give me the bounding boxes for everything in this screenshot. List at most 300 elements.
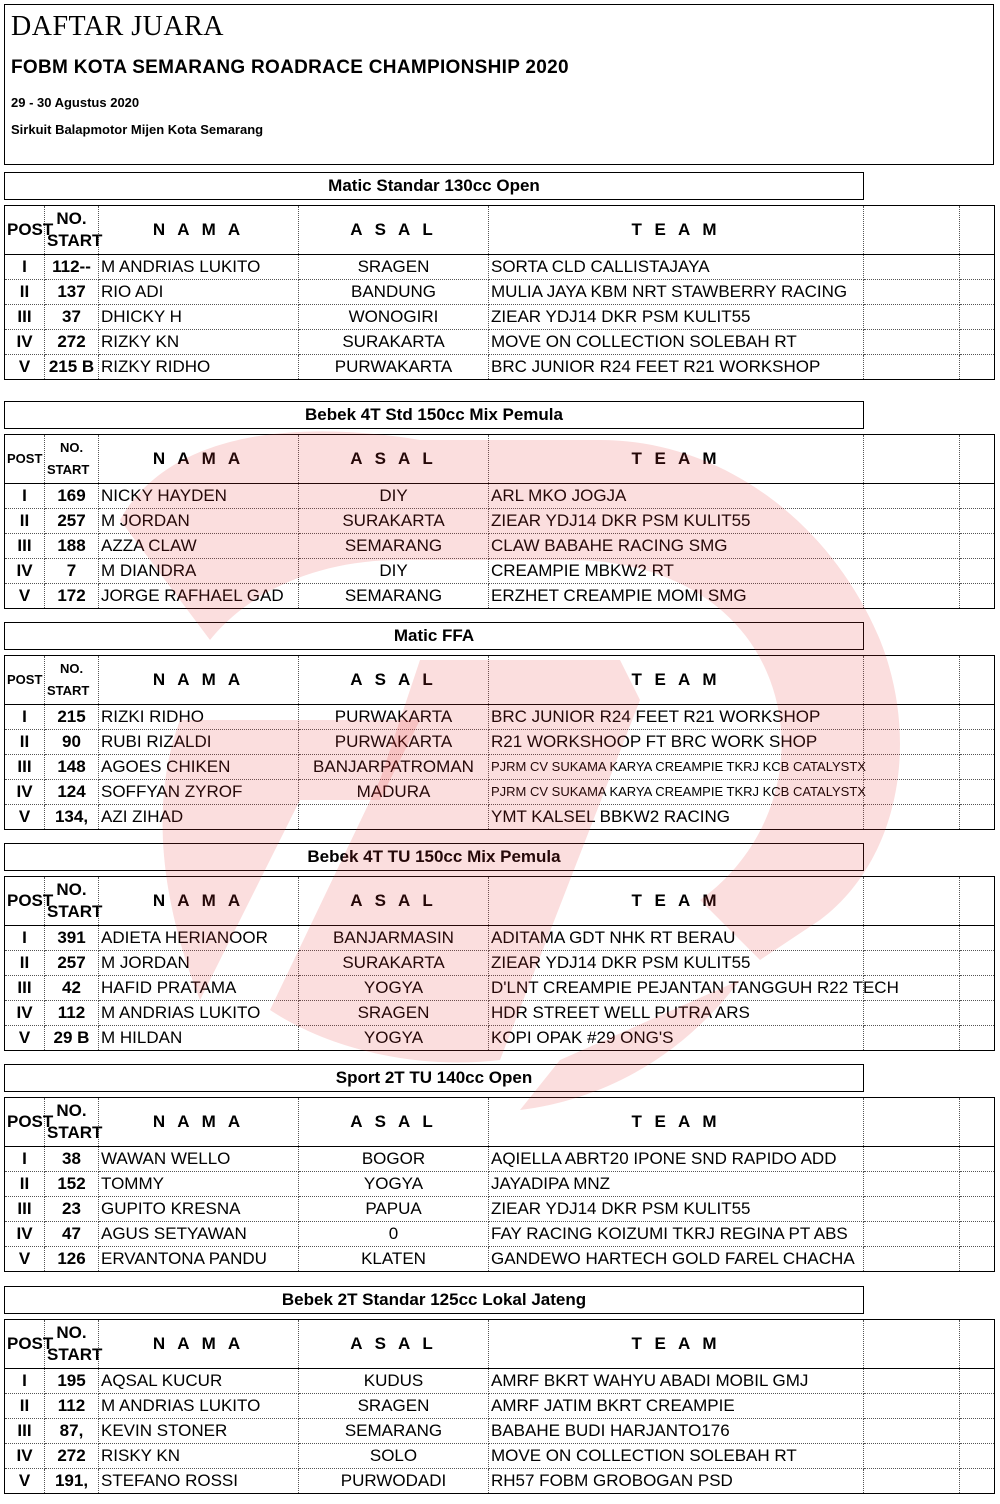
cell-position: III [5, 305, 45, 330]
cell-position: V [5, 1247, 45, 1272]
event-venue: Sirkuit Balapmotor Mijen Kota Semarang [11, 122, 264, 137]
table-row [5, 280, 995, 305]
table-row [5, 1247, 995, 1272]
cell-origin: SURAKARTA [299, 509, 489, 534]
cell-position: I [5, 705, 45, 730]
cell-blank-2 [960, 805, 995, 830]
cell-blank-1 [864, 1394, 960, 1419]
no-start-line1: NO. [59, 440, 84, 455]
cell-team: GANDEWO HARTECH GOLD FAREL CHACHA [489, 1247, 864, 1272]
column-header-blank-1 [864, 1098, 960, 1147]
column-header-blank-2 [960, 1320, 995, 1369]
cell-rider-name: RIZKY KN [99, 330, 299, 355]
cell-team: ZIEAR YDJ14 DKR PSM KULIT55 [489, 509, 864, 534]
cell-blank-1 [864, 280, 960, 305]
table-row [5, 1444, 995, 1469]
table-row [5, 1394, 995, 1419]
column-header-nama: N A M A [99, 1320, 299, 1369]
table-row [5, 330, 995, 355]
table-row [5, 1001, 995, 1026]
cell-origin: DIY [299, 559, 489, 584]
cell-blank-2 [960, 951, 995, 976]
cell-position: II [5, 951, 45, 976]
cell-team: PJRM CV SUKAMA KARYA CREAMPIE TKRJ KCB CATALYSTX [489, 755, 864, 780]
column-header-blank-2 [960, 206, 995, 255]
column-header-team: T E A M [489, 1320, 864, 1369]
cell-blank-1 [864, 1026, 960, 1051]
cell-start-number: 7 [45, 559, 99, 584]
cell-position: I [5, 1147, 45, 1172]
cell-start-number: 124 [45, 780, 99, 805]
class-title: Bebek 2T Standar 125cc Lokal Jateng [4, 1286, 864, 1314]
cell-rider-name: ERVANTONA PANDU [99, 1247, 299, 1272]
cell-position: V [5, 805, 45, 830]
cell-origin: KLATEN [299, 1247, 489, 1272]
cell-blank-1 [864, 1469, 960, 1494]
cell-blank-2 [960, 755, 995, 780]
cell-start-number: 126 [45, 1247, 99, 1272]
column-header-asal: A S A L [299, 1098, 489, 1147]
cell-start-number: 112 [45, 1394, 99, 1419]
cell-origin: YOGYA [299, 976, 489, 1001]
cell-rider-name: M JORDAN [99, 951, 299, 976]
cell-team: CLAW BABAHE RACING SMG [489, 534, 864, 559]
cell-start-number: 195 [45, 1369, 99, 1394]
cell-position: IV [5, 1222, 45, 1247]
table-header-row [5, 1098, 995, 1147]
cell-position: II [5, 1394, 45, 1419]
cell-origin: BOGOR [299, 1147, 489, 1172]
cell-blank-1 [864, 1247, 960, 1272]
column-header-blank-1 [864, 435, 960, 484]
cell-blank-2 [960, 1001, 995, 1026]
cell-start-number: 188 [45, 534, 99, 559]
cell-rider-name: TOMMY [99, 1172, 299, 1197]
cell-rider-name: M HILDAN [99, 1026, 299, 1051]
cell-start-number: 152 [45, 1172, 99, 1197]
cell-origin: SRAGEN [299, 255, 489, 280]
column-header-asal: A S A L [299, 656, 489, 705]
cell-team: ZIEAR YDJ14 DKR PSM KULIT55 [489, 1197, 864, 1222]
cell-position: III [5, 1197, 45, 1222]
cell-blank-2 [960, 1444, 995, 1469]
column-header-team: T E A M [489, 656, 864, 705]
cell-start-number: 215 B [45, 355, 99, 380]
cell-start-number: 47 [45, 1222, 99, 1247]
cell-team: ADITAMA GDT NHK RT BERAU [489, 926, 864, 951]
cell-team: ARL MKO JOGJA [489, 484, 864, 509]
cell-position: II [5, 1172, 45, 1197]
cell-blank-1 [864, 1001, 960, 1026]
cell-origin: PURWAKARTA [299, 355, 489, 380]
cell-blank-2 [960, 1469, 995, 1494]
cell-rider-name: SOFFYAN ZYROF [99, 780, 299, 805]
cell-team: RH57 FOBM GROBOGAN PSD [489, 1469, 864, 1494]
cell-team: PJRM CV SUKAMA KARYA CREAMPIE TKRJ KCB CATALYSTX [489, 780, 864, 805]
column-header-no-start [45, 206, 103, 255]
cell-rider-name: GUPITO KRESNA [99, 1197, 299, 1222]
cell-rider-name: RUBI RIZALDI [99, 730, 299, 755]
results-table [4, 1097, 995, 1272]
no-start-line2: START [47, 462, 90, 477]
cell-position: III [5, 1419, 45, 1444]
cell-origin: SOLO [299, 1444, 489, 1469]
cell-blank-1 [864, 484, 960, 509]
cell-origin: SRAGEN [299, 1001, 489, 1026]
table-row [5, 534, 995, 559]
cell-rider-name: AZI ZIHAD [99, 805, 299, 830]
cell-blank-2 [960, 1369, 995, 1394]
cell-start-number: 169 [45, 484, 99, 509]
cell-origin: BANDUNG [299, 280, 489, 305]
cell-blank-1 [864, 355, 960, 380]
column-header-team: T E A M [489, 1098, 864, 1147]
cell-team: AQIELLA ABRT20 IPONE SND RAPIDO ADD [489, 1147, 864, 1172]
cell-origin [299, 805, 489, 830]
cell-blank-2 [960, 534, 995, 559]
column-header-blank-2 [960, 1098, 995, 1147]
table-header-row [5, 435, 995, 484]
cell-blank-2 [960, 305, 995, 330]
cell-blank-2 [960, 976, 995, 1001]
column-header-asal: A S A L [299, 877, 489, 926]
column-header-nama: N A M A [99, 435, 299, 484]
cell-origin: PAPUA [299, 1197, 489, 1222]
cell-team: ZIEAR YDJ14 DKR PSM KULIT55 [489, 951, 864, 976]
no-start-line1: NO. [56, 209, 87, 228]
table-row [5, 705, 995, 730]
cell-blank-1 [864, 1222, 960, 1247]
cell-team: ZIEAR YDJ14 DKR PSM KULIT55 [489, 305, 864, 330]
table-row [5, 780, 995, 805]
results-table [4, 655, 995, 830]
cell-blank-2 [960, 730, 995, 755]
column-header-no-start [45, 656, 99, 705]
column-header-no-start [45, 1098, 103, 1147]
cell-blank-2 [960, 584, 995, 609]
column-header-blank-2 [960, 656, 995, 705]
cell-blank-2 [960, 705, 995, 730]
cell-origin: BANJARPATROMAN [299, 755, 489, 780]
cell-origin: SRAGEN [299, 1394, 489, 1419]
cell-position: III [5, 755, 45, 780]
table-row [5, 1419, 995, 1444]
column-header-blank-2 [960, 877, 995, 926]
cell-team: BRC JUNIOR R24 FEET R21 WORKSHOP [489, 355, 864, 380]
cell-position: II [5, 280, 45, 305]
cell-blank-1 [864, 755, 960, 780]
column-header-post: POST [5, 435, 45, 484]
results-table [4, 434, 995, 609]
cell-blank-2 [960, 484, 995, 509]
cell-position: IV [5, 1444, 45, 1469]
table-row [5, 951, 995, 976]
table-row [5, 1026, 995, 1051]
cell-blank-2 [960, 1147, 995, 1172]
cell-blank-1 [864, 255, 960, 280]
table-row [5, 755, 995, 780]
cell-blank-1 [864, 305, 960, 330]
table-header-row [5, 1320, 995, 1369]
column-header-blank-2 [960, 435, 995, 484]
table-row [5, 1222, 995, 1247]
no-start-line2: START [47, 683, 90, 698]
table-header-row [5, 206, 995, 255]
cell-blank-2 [960, 1222, 995, 1247]
cell-start-number: 272 [45, 330, 99, 355]
cell-blank-2 [960, 1026, 995, 1051]
cell-blank-2 [960, 559, 995, 584]
cell-position: III [5, 534, 45, 559]
cell-rider-name: RIO ADI [99, 280, 299, 305]
table-row [5, 509, 995, 534]
table-row [5, 1469, 995, 1494]
cell-blank-1 [864, 926, 960, 951]
cell-rider-name: RIZKI RIDHO [99, 705, 299, 730]
cell-rider-name: RIZKY RIDHO [99, 355, 299, 380]
column-header-asal: A S A L [299, 1320, 489, 1369]
cell-blank-1 [864, 1444, 960, 1469]
cell-blank-1 [864, 1369, 960, 1394]
results-table [4, 1319, 995, 1494]
cell-position: IV [5, 780, 45, 805]
cell-position: V [5, 1026, 45, 1051]
table-header-row [5, 877, 995, 926]
column-header-nama: N A M A [99, 206, 299, 255]
cell-start-number: 37 [45, 305, 99, 330]
no-start-line2: START [47, 1345, 103, 1364]
cell-blank-1 [864, 1419, 960, 1444]
no-start-line2: START [47, 902, 103, 921]
cell-rider-name: AZZA CLAW [99, 534, 299, 559]
column-header-team: T E A M [489, 435, 864, 484]
column-header-post: POST [5, 656, 45, 705]
cell-origin: BANJARMASIN [299, 926, 489, 951]
cell-origin: WONOGIRI [299, 305, 489, 330]
cell-origin: KUDUS [299, 1369, 489, 1394]
table-row [5, 1369, 995, 1394]
cell-team: FAY RACING KOIZUMI TKRJ REGINA PT ABS [489, 1222, 864, 1247]
event-date: 29 - 30 Agustus 2020 [11, 95, 140, 110]
cell-start-number: 391 [45, 926, 99, 951]
class-title: Matic FFA [4, 622, 864, 650]
column-header-post: POST [5, 206, 45, 255]
column-header-blank-1 [864, 1320, 960, 1369]
cell-origin: SEMARANG [299, 534, 489, 559]
cell-team: JAYADIPA MNZ [489, 1172, 864, 1197]
cell-blank-1 [864, 780, 960, 805]
cell-blank-1 [864, 705, 960, 730]
cell-position: I [5, 1369, 45, 1394]
cell-start-number: 112 [45, 1001, 99, 1026]
cell-start-number: 137 [45, 280, 99, 305]
cell-rider-name: M DIANDRA [99, 559, 299, 584]
cell-team: MULIA JAYA KBM NRT STAWBERRY RACING [489, 280, 864, 305]
cell-rider-name: M JORDAN [99, 509, 299, 534]
cell-blank-2 [960, 1172, 995, 1197]
cell-origin: PURWODADI [299, 1469, 489, 1494]
cell-position: V [5, 1469, 45, 1494]
cell-blank-2 [960, 255, 995, 280]
cell-position: I [5, 255, 45, 280]
table-row [5, 305, 995, 330]
class-title: Bebek 4T Std 150cc Mix Pemula [4, 401, 864, 429]
class-title: Bebek 4T TU 150cc Mix Pemula [4, 843, 864, 871]
cell-start-number: 90 [45, 730, 99, 755]
championship-title: FOBM KOTA SEMARANG ROADRACE CHAMPIONSHIP 2020 [11, 57, 569, 78]
cell-position: III [5, 976, 45, 1001]
cell-blank-1 [864, 559, 960, 584]
cell-position: V [5, 355, 45, 380]
cell-rider-name: AGUS SETYAWAN [99, 1222, 299, 1247]
cell-position: II [5, 509, 45, 534]
cell-start-number: 42 [45, 976, 99, 1001]
cell-blank-2 [960, 330, 995, 355]
cell-origin: YOGYA [299, 1172, 489, 1197]
column-header-asal: A S A L [299, 435, 489, 484]
column-header-nama: N A M A [99, 656, 299, 705]
cell-team: BABAHE BUDI HARJANTO176 [489, 1419, 864, 1444]
column-header-blank-1 [864, 206, 960, 255]
cell-blank-2 [960, 355, 995, 380]
no-start-line1: NO. [56, 1101, 87, 1120]
class-title: Sport 2T TU 140cc Open [4, 1064, 864, 1092]
table-row [5, 805, 995, 830]
cell-blank-1 [864, 534, 960, 559]
cell-blank-1 [864, 1172, 960, 1197]
column-header-nama: N A M A [99, 1098, 299, 1147]
cell-blank-1 [864, 730, 960, 755]
cell-origin: YOGYA [299, 1026, 489, 1051]
cell-start-number: 257 [45, 509, 99, 534]
cell-start-number: 215 [45, 705, 99, 730]
cell-rider-name: RISKY KN [99, 1444, 299, 1469]
cell-position: IV [5, 1001, 45, 1026]
cell-rider-name: AGOES CHIKEN [99, 755, 299, 780]
cell-blank-2 [960, 280, 995, 305]
cell-rider-name: M ANDRIAS LUKITO [99, 255, 299, 280]
cell-blank-2 [960, 780, 995, 805]
header-box [4, 4, 994, 165]
table-row [5, 484, 995, 509]
column-header-no-start [45, 1320, 103, 1369]
no-start-line2: START [47, 1123, 103, 1142]
cell-rider-name: M ANDRIAS LUKITO [99, 1001, 299, 1026]
cell-team: KOPI OPAK #29 ONG'S [489, 1026, 864, 1051]
cell-start-number: 23 [45, 1197, 99, 1222]
table-header-row [5, 656, 995, 705]
cell-blank-1 [864, 509, 960, 534]
column-header-nama: N A M A [99, 877, 299, 926]
cell-rider-name: AQSAL KUCUR [99, 1369, 299, 1394]
table-row [5, 730, 995, 755]
cell-origin: DIY [299, 484, 489, 509]
cell-team: YMT KALSEL BBKW2 RACING [489, 805, 864, 830]
table-row [5, 255, 995, 280]
cell-blank-1 [864, 1197, 960, 1222]
cell-rider-name: JORGE RAFHAEL GAD [99, 584, 299, 609]
cell-origin: MADURA [299, 780, 489, 805]
column-header-blank-1 [864, 877, 960, 926]
cell-position: V [5, 584, 45, 609]
cell-position: IV [5, 559, 45, 584]
cell-position: I [5, 926, 45, 951]
cell-rider-name: KEVIN STONER [99, 1419, 299, 1444]
cell-blank-2 [960, 926, 995, 951]
column-header-post: POST [5, 1098, 45, 1147]
no-start-line1: NO. [56, 1323, 87, 1342]
column-header-no-start [45, 435, 99, 484]
cell-origin: SURAKARTA [299, 330, 489, 355]
cell-team: BRC JUNIOR R24 FEET R21 WORKSHOP [489, 705, 864, 730]
cell-blank-2 [960, 509, 995, 534]
cell-start-number: 272 [45, 1444, 99, 1469]
cell-blank-1 [864, 584, 960, 609]
cell-team: SORTA CLD CALLISTAJAYA [489, 255, 864, 280]
class-title: Matic Standar 130cc Open [4, 172, 864, 200]
cell-origin: SEMARANG [299, 584, 489, 609]
column-header-blank-1 [864, 656, 960, 705]
cell-origin: SEMARANG [299, 1419, 489, 1444]
table-row [5, 584, 995, 609]
cell-blank-1 [864, 330, 960, 355]
cell-start-number: 134, [45, 805, 99, 830]
table-row [5, 1172, 995, 1197]
cell-blank-2 [960, 1419, 995, 1444]
cell-team: D'LNT CREAMPIE PEJANTAN TANGGUH R22 TECH [489, 976, 864, 1001]
cell-team: R21 WORKSHOOP FT BRC WORK SHOP [489, 730, 864, 755]
cell-start-number: 112-- [45, 255, 99, 280]
cell-position: I [5, 484, 45, 509]
cell-start-number: 148 [45, 755, 99, 780]
cell-origin: 0 [299, 1222, 489, 1247]
table-row [5, 976, 995, 1001]
cell-team: HDR STREET WELL PUTRA ARS [489, 1001, 864, 1026]
column-header-team: T E A M [489, 877, 864, 926]
table-row [5, 926, 995, 951]
table-row [5, 355, 995, 380]
no-start-line1: NO. [56, 880, 87, 899]
cell-rider-name: STEFANO ROSSI [99, 1469, 299, 1494]
table-row [5, 1197, 995, 1222]
cell-team: MOVE ON COLLECTION SOLEBAH RT [489, 1444, 864, 1469]
cell-start-number: 87, [45, 1419, 99, 1444]
cell-team: MOVE ON COLLECTION SOLEBAH RT [489, 330, 864, 355]
cell-blank-2 [960, 1394, 995, 1419]
cell-blank-2 [960, 1247, 995, 1272]
cell-team: CREAMPIE MBKW2 RT [489, 559, 864, 584]
cell-blank-2 [960, 1197, 995, 1222]
cell-rider-name: NICKY HAYDEN [99, 484, 299, 509]
cell-start-number: 172 [45, 584, 99, 609]
cell-blank-1 [864, 1147, 960, 1172]
cell-start-number: 29 B [45, 1026, 99, 1051]
column-header-team: T E A M [489, 206, 864, 255]
cell-origin: PURWAKARTA [299, 705, 489, 730]
cell-rider-name: M ANDRIAS LUKITO [99, 1394, 299, 1419]
cell-team: AMRF BKRT WAHYU ABADI MOBIL GMJ [489, 1369, 864, 1394]
table-row [5, 559, 995, 584]
cell-rider-name: DHICKY H [99, 305, 299, 330]
cell-origin: SURAKARTA [299, 951, 489, 976]
cell-start-number: 191, [45, 1469, 99, 1494]
cell-start-number: 38 [45, 1147, 99, 1172]
column-header-asal: A S A L [299, 206, 489, 255]
cell-position: II [5, 730, 45, 755]
document-title: DAFTAR JUARA [11, 11, 225, 42]
no-start-line1: NO. [59, 661, 84, 676]
cell-origin: PURWAKARTA [299, 730, 489, 755]
